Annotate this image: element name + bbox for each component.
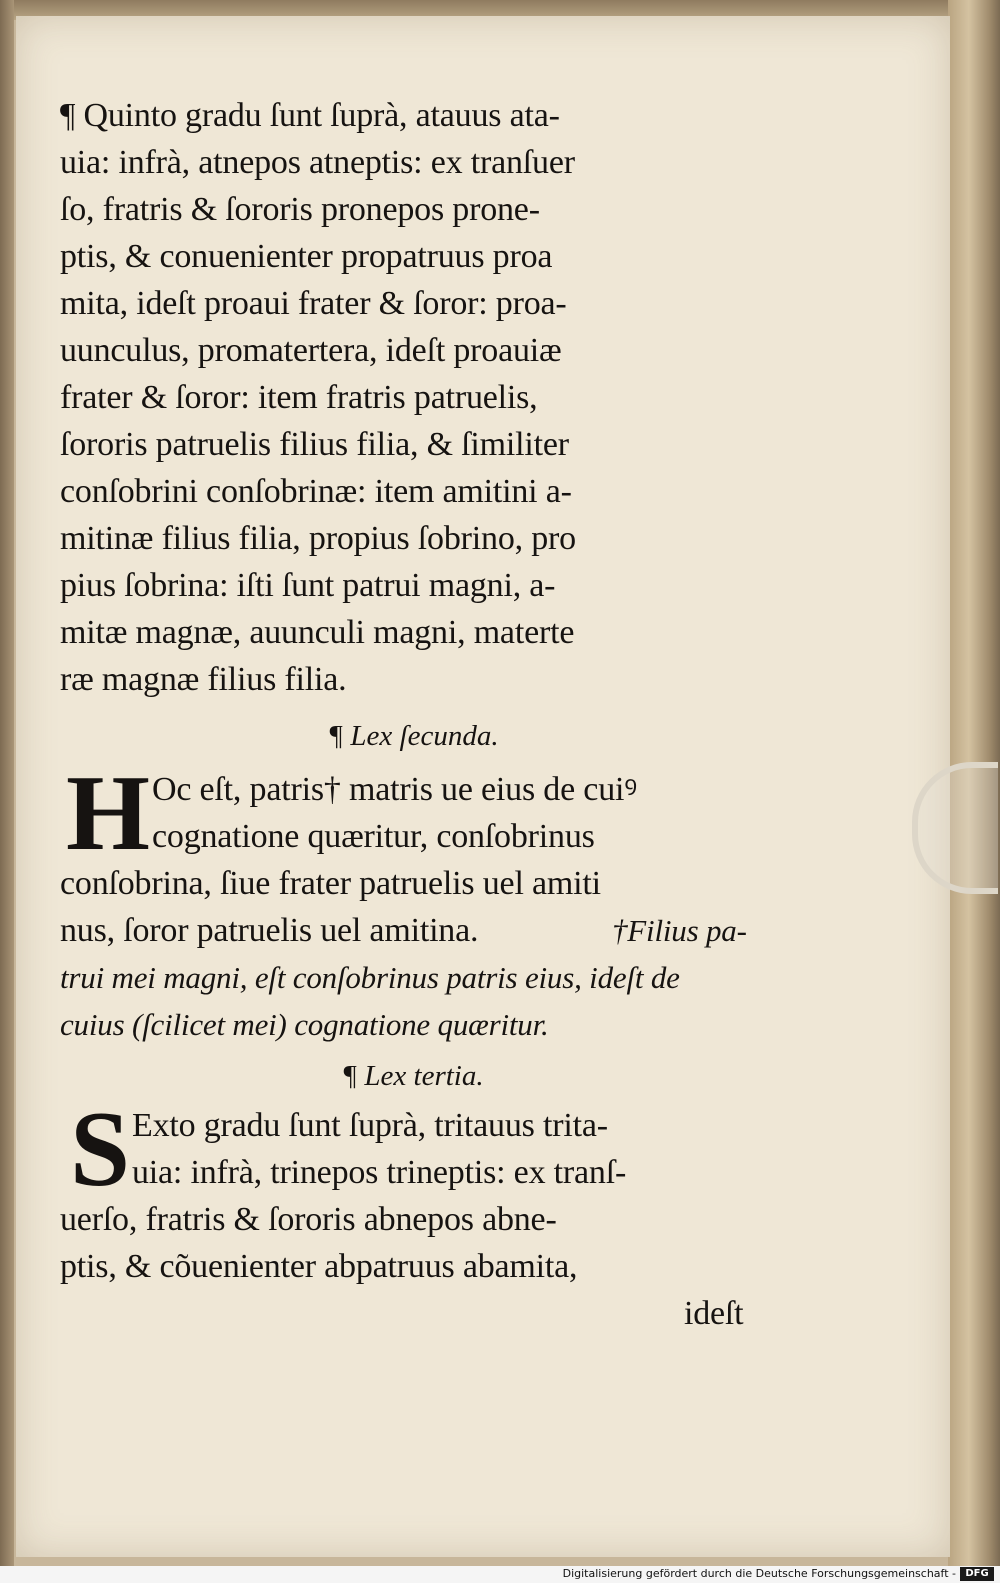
drop-cap-initial: H — [66, 754, 151, 873]
text-line: pius ſobrina: iſti ſunt patrui magni, a- — [60, 567, 556, 604]
marginal-note: trui mei magni, eſt conſobrinus patris eius, ideſt de — [60, 960, 680, 995]
text-line: ſo, fratris & ſororis pronepos prone- — [60, 191, 540, 228]
marginal-note: cuius (ſcilicet mei) cognatione quæritur. — [60, 1007, 549, 1042]
text-line: mitinæ filius filia, propius ſobrino, pro — [60, 520, 576, 557]
section-heading: ¶ Lex ſecunda. — [328, 720, 499, 752]
footer-credit: Digitalisierung gefördert durch die Deutsche Forschungsgemeinschaft - — [562, 1567, 956, 1580]
marginal-note: †Filius pa- — [612, 913, 747, 948]
footer-bar — [0, 1566, 1000, 1583]
text-line: uunculus, promatertera, ideſt proauiæ — [60, 332, 562, 369]
text-line: uia: infrà, trinepos trineptis: ex tranſ- — [132, 1154, 627, 1191]
drop-cap-initial: S — [70, 1090, 131, 1209]
text-line: uia: infrà, atnepos atneptis: ex tranſuer — [60, 144, 575, 181]
text-line: ¶ Quinto gradu ſunt ſuprà, atauus ata- — [60, 97, 560, 134]
text-line: ptis, & conuenienter propatruus proa — [60, 238, 553, 275]
catchword: ideſt — [684, 1295, 744, 1332]
text-line: Oc eſt, patris† matris ue eius de cuiꝰ — [152, 771, 638, 808]
text-line: mita, ideſt proaui frater & ſoror: proa- — [60, 285, 567, 322]
text-line: frater & ſoror: item fratris patruelis, — [60, 379, 538, 416]
binding-left — [0, 0, 14, 1583]
dfg-logo: DFG — [960, 1567, 994, 1581]
text-line: mitæ magnæ, auunculi magni, materte — [60, 614, 575, 651]
text-line: uerſo, fratris & ſororis abnepos abne- — [60, 1201, 557, 1238]
text-line: nus, ſoror patruelis uel amitina. — [60, 912, 479, 949]
text-line: conſobrina, ſiue frater patruelis uel amiti — [60, 865, 601, 902]
text-line: conſobrini conſobrinæ: item amitini a- — [60, 473, 572, 510]
text-line: ſororis patruelis filius filia, & ſimiliter — [60, 426, 569, 463]
text-line: ræ magnæ filius filia. — [60, 661, 347, 698]
text-line: ptis, & cõuenienter abpatruus abamita, — [60, 1248, 578, 1285]
text-line: cognatione quæritur, conſobrinus — [152, 818, 595, 855]
section-heading: ¶ Lex tertia. — [342, 1060, 484, 1092]
text-line: Exto gradu ſunt ſuprà, tritauus trita- — [132, 1107, 608, 1144]
